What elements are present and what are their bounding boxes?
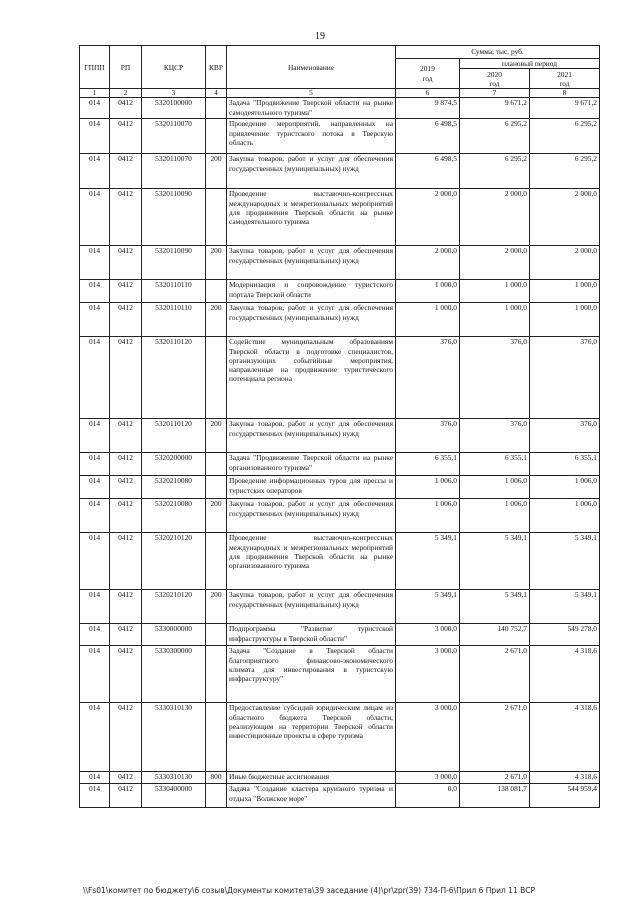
cell-2020: 9 671,2 xyxy=(460,98,530,119)
cell-2020: 5 349,1 xyxy=(460,533,530,590)
cell-gr: 014 xyxy=(80,246,110,280)
cell-kvr: 200 xyxy=(206,419,227,453)
cell-2019: 6 498,5 xyxy=(396,119,460,154)
cell-2019: 6 498,5 xyxy=(396,154,460,189)
cell-2021: 2 000,0 xyxy=(530,189,600,246)
cell-2020: 140 752,7 xyxy=(460,624,530,646)
table-row xyxy=(80,98,600,119)
header-2021-year: 2021 xyxy=(557,69,572,79)
cell-2020: 6 355,1 xyxy=(460,453,530,476)
cell-2021: 1 006,0 xyxy=(530,499,600,533)
cell-2019: 9 874,5 xyxy=(396,98,460,119)
cell-gr: 014 xyxy=(80,303,110,337)
cell-gr: 014 xyxy=(80,590,110,624)
cell-gr: 014 xyxy=(80,280,110,303)
cell-kvr: 200 xyxy=(206,154,227,189)
col-number: 1 xyxy=(80,89,110,98)
table-row xyxy=(80,533,600,590)
cell-2020: 376,0 xyxy=(460,337,530,419)
cell-gr: 014 xyxy=(80,624,110,646)
cell-rp: 0412 xyxy=(110,419,142,453)
table-row xyxy=(80,280,600,303)
cell-2021: 376,0 xyxy=(530,419,600,453)
cell-2021: 4 318,6 xyxy=(530,703,600,772)
cell-2019: 3 000,0 xyxy=(396,646,460,703)
cell-kcsr: 5320100000 xyxy=(142,98,206,119)
cell-2020: 6 295,2 xyxy=(460,119,530,154)
cell-gr: 014 xyxy=(80,784,110,808)
cell-name: Закупка товаров, работ и услуг для обеспечения государственных (муниципальных) нужд xyxy=(227,590,396,624)
cell-2021: 4 318,6 xyxy=(530,772,600,784)
cell-2019: 1 000,0 xyxy=(396,303,460,337)
table-row xyxy=(80,590,600,624)
cell-2019: 1 000,0 xyxy=(396,280,460,303)
header-2019 xyxy=(396,59,460,89)
col-number: 3 xyxy=(142,89,206,98)
cell-rp: 0412 xyxy=(110,98,142,119)
cell-2019: 6 355,1 xyxy=(396,453,460,476)
header-2019-year: 2019 xyxy=(420,64,435,74)
cell-2019: 0,0 xyxy=(396,784,460,808)
cell-rp: 0412 xyxy=(110,154,142,189)
cell-kcsr: 5320210080 xyxy=(142,476,206,499)
table-row xyxy=(80,419,600,453)
cell-2020: 6 295,2 xyxy=(460,154,530,189)
cell-kcsr: 5320110120 xyxy=(142,419,206,453)
col-number: 4 xyxy=(206,89,227,98)
cell-kcsr: 5330310130 xyxy=(142,772,206,784)
cell-rp: 0412 xyxy=(110,280,142,303)
cell-2020: 2 000,0 xyxy=(460,246,530,280)
header-2021-sub: год xyxy=(559,78,570,88)
header-2021 xyxy=(530,69,600,89)
cell-kcsr: 5320110110 xyxy=(142,280,206,303)
cell-gr: 014 xyxy=(80,119,110,154)
table-row xyxy=(80,337,600,419)
cell-2021: 6 355,1 xyxy=(530,453,600,476)
cell-kvr xyxy=(206,784,227,808)
cell-2021: 1 006,0 xyxy=(530,476,600,499)
cell-2020: 5 349,1 xyxy=(460,590,530,624)
cell-kcsr: 5320210080 xyxy=(142,499,206,533)
cell-kcsr: 5320110070 xyxy=(142,154,206,189)
footer-file-path: \\Fs01\комитет по бюджету\6 созыв\Документы комитета\39 заседание (4)\pr\zpr(39) 734-П-6\Прил 6 Прил 11 ВСР xyxy=(83,886,536,895)
cell-2021: 6 295,2 xyxy=(530,119,600,154)
cell-2019: 5 349,1 xyxy=(396,590,460,624)
header-2019-sub: год xyxy=(422,73,433,83)
cell-rp: 0412 xyxy=(110,476,142,499)
cell-2020: 1 006,0 xyxy=(460,499,530,533)
cell-2021: 1 000,0 xyxy=(530,303,600,337)
cell-2021: 1 000,0 xyxy=(530,280,600,303)
cell-2019: 376,0 xyxy=(396,337,460,419)
cell-kvr xyxy=(206,189,227,246)
cell-rp: 0412 xyxy=(110,337,142,419)
cell-rp: 0412 xyxy=(110,590,142,624)
table-row xyxy=(80,189,600,246)
cell-kvr: 200 xyxy=(206,499,227,533)
cell-kvr: 200 xyxy=(206,246,227,280)
cell-2019: 3 000,0 xyxy=(396,624,460,646)
cell-kcsr: 5320110090 xyxy=(142,189,206,246)
col-number: 7 xyxy=(460,89,530,98)
cell-name: Проведение выставочно-конгрессных международных и межрегиональных мероприятий для продвижения Тверской области на рынке организованного туризма xyxy=(227,533,396,590)
cell-2019: 1 006,0 xyxy=(396,476,460,499)
cell-rp: 0412 xyxy=(110,499,142,533)
cell-name: Модернизация и сопровождение туристского портала Тверской области xyxy=(227,280,396,303)
cell-kvr xyxy=(206,533,227,590)
header-2020-year: 2020 xyxy=(487,69,502,79)
cell-2020: 2 671,0 xyxy=(460,646,530,703)
col-number: 2 xyxy=(110,89,142,98)
cell-kcsr: 5330310130 xyxy=(142,703,206,772)
cell-kcsr: 5320110120 xyxy=(142,337,206,419)
cell-2021: 544 959,4 xyxy=(530,784,600,808)
table-row xyxy=(80,703,600,772)
cell-kvr: 200 xyxy=(206,590,227,624)
cell-rp: 0412 xyxy=(110,703,142,772)
header-kvr: КВР xyxy=(206,46,227,89)
cell-kcsr: 5330000000 xyxy=(142,624,206,646)
header-planned: плановый период xyxy=(460,59,600,69)
header-2020 xyxy=(460,69,530,89)
cell-2021: 5 349,1 xyxy=(530,533,600,590)
cell-rp: 0412 xyxy=(110,453,142,476)
header-2020-sub: год xyxy=(489,78,500,88)
table-row xyxy=(80,476,600,499)
cell-name: Задача "Продвижение Тверской области на рынке самодеятельного туризма" xyxy=(227,98,396,119)
cell-kvr xyxy=(206,646,227,703)
cell-2019: 5 349,1 xyxy=(396,533,460,590)
cell-2021: 4 318,6 xyxy=(530,646,600,703)
col-number: 6 xyxy=(396,89,460,98)
cell-kvr xyxy=(206,98,227,119)
cell-rp: 0412 xyxy=(110,303,142,337)
table-row xyxy=(80,154,600,189)
cell-2020: 138 081,7 xyxy=(460,784,530,808)
cell-rp: 0412 xyxy=(110,246,142,280)
cell-kcsr: 5320110090 xyxy=(142,246,206,280)
cell-kcsr: 5330300000 xyxy=(142,646,206,703)
cell-kvr: 800 xyxy=(206,772,227,784)
cell-2019: 3 000,0 xyxy=(396,772,460,784)
cell-rp: 0412 xyxy=(110,533,142,590)
cell-gr: 014 xyxy=(80,476,110,499)
cell-name: Закупка товаров, работ и услуг для обеспечения государственных (муниципальных) нужд xyxy=(227,419,396,453)
col-number: 8 xyxy=(530,89,600,98)
cell-name: Подпрограмма "Развитие туристской инфраструктуры в Тверской области" xyxy=(227,624,396,646)
cell-kcsr: 5320110070 xyxy=(142,119,206,154)
cell-gr: 014 xyxy=(80,337,110,419)
cell-gr: 014 xyxy=(80,703,110,772)
cell-kcsr: 5330400000 xyxy=(142,784,206,808)
cell-rp: 0412 xyxy=(110,646,142,703)
header-gr: ГППП xyxy=(80,46,110,89)
cell-gr: 014 xyxy=(80,154,110,189)
table-row xyxy=(80,646,600,703)
cell-2021: 549 278,0 xyxy=(530,624,600,646)
table-row xyxy=(80,772,600,784)
cell-2020: 1 006,0 xyxy=(460,476,530,499)
cell-gr: 014 xyxy=(80,419,110,453)
cell-kcsr: 5320200000 xyxy=(142,453,206,476)
page-number: 19 xyxy=(315,31,325,42)
cell-2020: 376,0 xyxy=(460,419,530,453)
cell-name: Проведение выставочно-конгрессных международных и межрегиональных мероприятий для продвижения Тверской области на рынке самодеятельного туризма xyxy=(227,189,396,246)
table-row xyxy=(80,303,600,337)
cell-kvr xyxy=(206,280,227,303)
cell-rp: 0412 xyxy=(110,624,142,646)
cell-gr: 014 xyxy=(80,189,110,246)
table-row xyxy=(80,119,600,154)
cell-rp: 0412 xyxy=(110,189,142,246)
table-row xyxy=(80,453,600,476)
cell-gr: 014 xyxy=(80,453,110,476)
table-row xyxy=(80,784,600,808)
cell-2019: 1 006,0 xyxy=(396,499,460,533)
cell-2021: 376,0 xyxy=(530,337,600,419)
header-name: Наименование xyxy=(227,46,396,89)
cell-rp: 0412 xyxy=(110,119,142,154)
cell-gr: 014 xyxy=(80,499,110,533)
cell-2020: 2 671,0 xyxy=(460,772,530,784)
cell-2019: 3 000,0 xyxy=(396,703,460,772)
cell-2020: 1 000,0 xyxy=(460,280,530,303)
table-row xyxy=(80,499,600,533)
table-row xyxy=(80,624,600,646)
col-number: 5 xyxy=(227,89,396,98)
cell-2021: 6 295,2 xyxy=(530,154,600,189)
cell-name: Иные бюджетные ассигнования xyxy=(227,772,396,784)
cell-name: Закупка товаров, работ и услуг для обеспечения государственных (муниципальных) нужд xyxy=(227,246,396,280)
cell-gr: 014 xyxy=(80,98,110,119)
header-rp: РП xyxy=(110,46,142,89)
cell-gr: 014 xyxy=(80,772,110,784)
cell-2019: 2 000,0 xyxy=(396,189,460,246)
cell-name: Закупка товаров, работ и услуг для обеспечения государственных (муниципальных) нужд xyxy=(227,154,396,189)
header-kcsr: КЦСР xyxy=(142,46,206,89)
cell-2021: 5 349,1 xyxy=(530,590,600,624)
cell-2021: 2 000,0 xyxy=(530,246,600,280)
cell-2019: 2 000,0 xyxy=(396,246,460,280)
cell-kvr xyxy=(206,119,227,154)
cell-2021: 9 671,2 xyxy=(530,98,600,119)
table-row xyxy=(80,246,600,280)
cell-kvr xyxy=(206,703,227,772)
cell-rp: 0412 xyxy=(110,772,142,784)
cell-name: Задача "Создание кластера круизного туризма и отдыха "Волжское море" xyxy=(227,784,396,808)
cell-kvr xyxy=(206,624,227,646)
cell-name: Предоставление субсидий юридическим лицам из областного бюджета Тверской области, реализующим на территории Тверской области инвестиционные проекты в сфере туризма xyxy=(227,703,396,772)
cell-name: Закупка товаров, работ и услуг для обеспечения государственных (муниципальных) нужд xyxy=(227,499,396,533)
cell-kcsr: 5320210120 xyxy=(142,590,206,624)
cell-name: Задача "Продвижение Тверской области на рынке организованного туризма" xyxy=(227,453,396,476)
cell-2020: 1 000,0 xyxy=(460,303,530,337)
cell-name: Содействие муниципальным образованиям Тверской области в подготовке специалистов, организующих событийные мероприятия, направленные на продвижение туристического потенциала региона xyxy=(227,337,396,419)
cell-name: Проведение мероприятий, направленных на привлечение туристского потока в Тверскую область xyxy=(227,119,396,154)
cell-2020: 2 000,0 xyxy=(460,189,530,246)
cell-rp: 0412 xyxy=(110,784,142,808)
cell-2020: 2 671,0 xyxy=(460,703,530,772)
cell-kvr: 200 xyxy=(206,303,227,337)
budget-table xyxy=(79,45,600,808)
cell-2019: 376,0 xyxy=(396,419,460,453)
cell-kcsr: 5320110110 xyxy=(142,303,206,337)
cell-gr: 014 xyxy=(80,533,110,590)
cell-name: Закупка товаров, работ и услуг для обеспечения государственных (муниципальных) нужд xyxy=(227,303,396,337)
header-sum: Сумма, тыс. руб. xyxy=(396,46,600,59)
cell-kvr xyxy=(206,476,227,499)
cell-gr: 014 xyxy=(80,646,110,703)
cell-kvr xyxy=(206,453,227,476)
cell-name: Проведение информационных туров для прессы и туристских операторов xyxy=(227,476,396,499)
cell-name: Задача "Создание в Тверской области благоприятного финансово-экономического климата для инвестирования в туристскую инфраструктуру" xyxy=(227,646,396,703)
cell-kcsr: 5320210120 xyxy=(142,533,206,590)
cell-kvr xyxy=(206,337,227,419)
